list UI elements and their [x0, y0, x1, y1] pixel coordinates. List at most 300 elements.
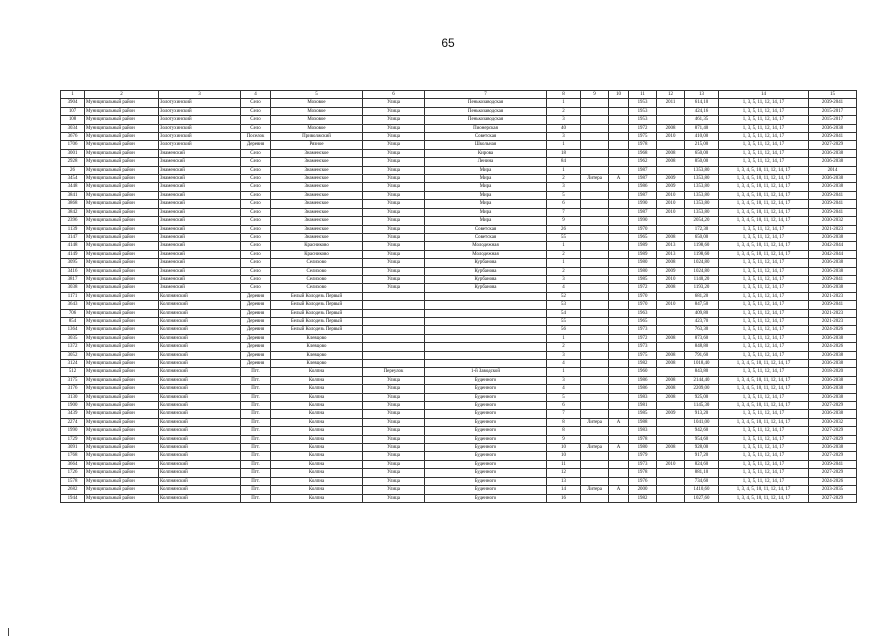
table-cell: Муниципальный район: [85, 267, 159, 275]
table-cell: Улица: [363, 275, 425, 283]
table-cell: Муниципальный район: [85, 191, 159, 199]
table-cell: Буденного: [425, 427, 547, 435]
table-cell: 614,10: [685, 99, 719, 107]
table-cell: Муниципальный район: [85, 418, 159, 426]
table-cell: [609, 107, 629, 115]
table-cell: [657, 225, 685, 233]
table-cell: 1988: [629, 418, 657, 426]
table-cell: 2009: [657, 267, 685, 275]
table-cell: [581, 317, 609, 325]
table-cell: 2011: [657, 99, 685, 107]
table-row: [61, 217, 857, 225]
table-cell: 1, 3, 5, 11, 12, 14, 17: [719, 469, 809, 477]
table-cell: Буденного: [425, 444, 547, 452]
table-cell: 9: [547, 217, 581, 225]
table-cell: 2010: [657, 200, 685, 208]
table-cell: [657, 217, 685, 225]
table-cell: Пгт.: [241, 444, 271, 452]
table-cell: Муниципальный район: [85, 166, 159, 174]
table-cell: 2010: [657, 301, 685, 309]
table-row: [61, 410, 857, 418]
table-cell: 2008: [657, 284, 685, 292]
table-cell: Знаменский: [159, 175, 241, 183]
table-cell: Деревня: [241, 141, 271, 149]
table-cell: Буденного: [425, 452, 547, 460]
table-cell: [363, 309, 425, 317]
table-cell: 2036-2038: [809, 444, 857, 452]
table-cell: Колпнянский: [159, 309, 241, 317]
table-cell: 55: [547, 233, 581, 241]
column-number: 12: [657, 91, 685, 99]
table-row: [61, 191, 857, 199]
table-row: [61, 477, 857, 485]
table-cell: Муниципальный район: [85, 494, 159, 502]
table-cell: [609, 242, 629, 250]
table-cell: Муниципальный район: [85, 309, 159, 317]
table-row: [61, 351, 857, 359]
table-cell: Колпна: [271, 494, 363, 502]
table-cell: 2036-2038: [809, 259, 857, 267]
table-cell: 9: [547, 435, 581, 443]
table-cell: 2008: [657, 124, 685, 132]
table-cell: 1976: [629, 477, 657, 485]
table-cell: 1: [547, 334, 581, 342]
table-cell: 1, 3, 5, 11, 12, 14, 17: [719, 317, 809, 325]
table-cell: Деревня: [241, 326, 271, 334]
table-cell: 1982: [629, 494, 657, 502]
table-cell: А: [609, 418, 629, 426]
table-cell: 1, 3, 5, 11, 12, 14, 17: [719, 107, 809, 115]
table-cell: [609, 250, 629, 258]
table-cell: 2015-2017: [809, 116, 857, 124]
table-cell: 2: [547, 250, 581, 258]
table-cell: [581, 351, 609, 359]
table-cell: Муниципальный район: [85, 343, 159, 351]
table-cell: 2008: [657, 334, 685, 342]
table-cell: 2027-2029: [809, 494, 857, 502]
table-cell: Колпнянский: [159, 444, 241, 452]
table-cell: Знаменский: [159, 242, 241, 250]
table-cell: 2036-2038: [809, 267, 857, 275]
table-cell: 1, 3, 4, 5, 10, 11, 12, 14, 17: [719, 242, 809, 250]
table-cell: Переулок: [363, 368, 425, 376]
table-cell: Буденного: [425, 469, 547, 477]
table-cell: 3454: [61, 175, 85, 183]
table-cell: 2036-2038: [809, 385, 857, 393]
table-row: [61, 334, 857, 342]
table-cell: 1: [547, 166, 581, 174]
table-cell: [657, 368, 685, 376]
table-cell: Село: [241, 107, 271, 115]
table-row: [61, 309, 857, 317]
table-cell: [657, 435, 685, 443]
table-cell: Буденного: [425, 376, 547, 384]
table-cell: 5: [547, 191, 581, 199]
table-cell: Литера: [581, 418, 609, 426]
table-cell: 8: [547, 427, 581, 435]
table-cell: 848,80: [685, 343, 719, 351]
table-cell: 1, 3, 5, 11, 12, 14, 17: [719, 292, 809, 300]
table-cell: Приволжский: [271, 133, 363, 141]
table-cell: 107: [61, 107, 85, 115]
table-cell: [609, 402, 629, 410]
table-cell: Клевцово: [271, 351, 363, 359]
table-cell: 3035: [61, 334, 85, 342]
table-cell: 1, 3, 4, 5, 10, 11, 12, 14, 17: [719, 166, 809, 174]
table-cell: Знаменское: [271, 166, 363, 174]
table-cell: [657, 427, 685, 435]
table-cell: 2039-2041: [809, 191, 857, 199]
table-cell: [609, 116, 629, 124]
table-cell: 1975: [629, 133, 657, 141]
table-row: [61, 385, 857, 393]
table-cell: 2027-2029: [809, 402, 857, 410]
table-cell: 2008: [657, 233, 685, 241]
table-cell: 1, 3, 5, 11, 12, 14, 17: [719, 334, 809, 342]
table-cell: 1198,60: [685, 250, 719, 258]
table-cell: 1, 3, 4, 5, 10, 11, 12, 14, 17: [719, 418, 809, 426]
table-cell: Пгт.: [241, 435, 271, 443]
table-cell: 706: [61, 309, 85, 317]
table-cell: Село: [241, 149, 271, 157]
table-cell: 2: [547, 107, 581, 115]
table-cell: 2036-2038: [809, 124, 857, 132]
table-cell: 1, 3, 5, 11, 12, 14, 17: [719, 435, 809, 443]
table-cell: Колпнянский: [159, 317, 241, 325]
table-cell: Село: [241, 166, 271, 174]
table-cell: 1990: [61, 427, 85, 435]
table-cell: Курбанова: [425, 259, 547, 267]
table-cell: [581, 107, 609, 115]
table-cell: Муниципальный район: [85, 200, 159, 208]
table-cell: [609, 494, 629, 502]
table-cell: Красниково: [271, 242, 363, 250]
table-cell: [581, 233, 609, 241]
table-cell: Улица: [363, 410, 425, 418]
table-cell: [581, 292, 609, 300]
table-cell: 1, 3, 4, 5, 10, 11, 12, 14, 17: [719, 360, 809, 368]
table-cell: 2030-2032: [809, 418, 857, 426]
table-cell: [609, 385, 629, 393]
table-cell: Деревня: [241, 309, 271, 317]
table-cell: 1, 3, 4, 5, 10, 11, 12, 14, 17: [719, 494, 809, 502]
table-cell: Село: [241, 124, 271, 132]
table-cell: Колпнянский: [159, 351, 241, 359]
table-cell: [425, 351, 547, 359]
table-cell: [657, 141, 685, 149]
table-cell: [581, 435, 609, 443]
table-cell: [581, 368, 609, 376]
table-cell: Мира: [425, 208, 547, 216]
table-cell: 10: [547, 444, 581, 452]
table-cell: 1985: [629, 275, 657, 283]
table-cell: 1, 3, 5, 11, 12, 14, 17: [719, 343, 809, 351]
table-cell: Муниципальный район: [85, 410, 159, 418]
table-cell: [657, 326, 685, 334]
table-cell: 6: [547, 200, 581, 208]
table-cell: Колпна: [271, 452, 363, 460]
table-cell: Улица: [363, 376, 425, 384]
table-cell: Село: [241, 200, 271, 208]
table-cell: 1, 3, 5, 11, 12, 14, 17: [719, 116, 809, 124]
table-cell: [581, 116, 609, 124]
table-cell: Колпна: [271, 385, 363, 393]
table-cell: [581, 217, 609, 225]
table-cell: Муниципальный район: [85, 360, 159, 368]
table-cell: [581, 124, 609, 132]
table-cell: Муниципальный район: [85, 275, 159, 283]
table-cell: [581, 469, 609, 477]
table-cell: [581, 267, 609, 275]
table-cell: Улица: [363, 133, 425, 141]
table-cell: [609, 233, 629, 241]
table-cell: Улица: [363, 225, 425, 233]
table-cell: 2: [547, 175, 581, 183]
table-cell: 4148: [61, 242, 85, 250]
table-cell: 1983: [629, 393, 657, 401]
table-cell: 18: [547, 149, 581, 157]
table-cell: 1960: [629, 368, 657, 376]
table-cell: Улица: [363, 107, 425, 115]
table-cell: Мира: [425, 200, 547, 208]
table-cell: Село: [241, 217, 271, 225]
table-cell: 1, 3, 5, 11, 12, 14, 17: [719, 149, 809, 157]
table-cell: Муниципальный район: [85, 376, 159, 384]
table-cell: Село: [241, 116, 271, 124]
table-cell: 2008: [657, 360, 685, 368]
table-cell: 2042-2044: [809, 250, 857, 258]
table-row: [61, 250, 857, 258]
table-cell: Улица: [363, 494, 425, 502]
table-cell: 1981: [629, 402, 657, 410]
table-cell: 2036-2038: [809, 284, 857, 292]
column-number: 4: [241, 91, 271, 99]
table-cell: Пгт.: [241, 410, 271, 418]
table-cell: Муниципальный район: [85, 385, 159, 393]
table-cell: 3643: [61, 301, 85, 309]
table-cell: Белый Колодезь Первый: [271, 301, 363, 309]
table-cell: 16: [547, 494, 581, 502]
table-cell: Муниципальный район: [85, 149, 159, 157]
table-cell: Золотухинский: [159, 141, 241, 149]
table-cell: 2010: [657, 191, 685, 199]
table-cell: 681,20: [685, 292, 719, 300]
table-cell: 2039-2041: [809, 460, 857, 468]
table-row: [61, 242, 857, 250]
table-cell: Пионерская: [425, 124, 547, 132]
table-cell: Знаменский: [159, 233, 241, 241]
table-cell: 1987: [629, 175, 657, 183]
table-cell: Улица: [363, 444, 425, 452]
table-cell: 3448: [61, 183, 85, 191]
table-cell: [425, 309, 547, 317]
table-cell: 2024-2026: [809, 326, 857, 334]
table-cell: [581, 250, 609, 258]
table-cell: [609, 351, 629, 359]
table-cell: 850,00: [685, 158, 719, 166]
table-cell: 3124: [61, 360, 85, 368]
table-cell: 2008: [657, 259, 685, 267]
table-row: [61, 183, 857, 191]
table-cell: Муниципальный район: [85, 225, 159, 233]
table-cell: 2033-2035: [809, 486, 857, 494]
column-number: 2: [85, 91, 159, 99]
table-cell: 1982: [629, 360, 657, 368]
table-cell: 2008: [657, 444, 685, 452]
table-cell: [609, 99, 629, 107]
table-cell: Улица: [363, 435, 425, 443]
table-row: [61, 267, 857, 275]
table-cell: Белый Колодезь Первый: [271, 326, 363, 334]
table-cell: Знаменский: [159, 259, 241, 267]
table-cell: 2054,20: [685, 217, 719, 225]
table-cell: [657, 402, 685, 410]
table-cell: Знаменский: [159, 267, 241, 275]
table-cell: 2036-2038: [809, 233, 857, 241]
table-cell: 1353,80: [685, 183, 719, 191]
table-cell: [609, 259, 629, 267]
table-cell: Село: [241, 175, 271, 183]
table-cell: Улица: [363, 175, 425, 183]
table-cell: Муниципальный район: [85, 444, 159, 452]
table-cell: 1970: [629, 301, 657, 309]
table-cell: 2144,40: [685, 376, 719, 384]
table-cell: Муниципальный район: [85, 301, 159, 309]
table-cell: 2021-2023: [809, 225, 857, 233]
table-cell: 2209,00: [685, 385, 719, 393]
table-cell: 954,60: [685, 435, 719, 443]
table-cell: 1198,60: [685, 242, 719, 250]
table-cell: Муниципальный район: [85, 402, 159, 410]
table-cell: [609, 469, 629, 477]
table-cell: [425, 334, 547, 342]
table-cell: 3904: [61, 99, 85, 107]
table-cell: Знаменский: [159, 166, 241, 174]
table-cell: 2013: [657, 242, 685, 250]
table-cell: Моховое: [271, 99, 363, 107]
table-cell: 2039-2041: [809, 99, 857, 107]
table-cell: [581, 334, 609, 342]
table-cell: 1970: [629, 225, 657, 233]
table-cell: 1, 3, 5, 11, 12, 14, 17: [719, 326, 809, 334]
table-cell: 8: [547, 418, 581, 426]
table-cell: 1-й Заводской: [425, 368, 547, 376]
table-cell: Буденного: [425, 435, 547, 443]
table-row: [61, 166, 857, 174]
table-row: [61, 469, 857, 477]
table-cell: Колпнянский: [159, 435, 241, 443]
table-cell: Муниципальный район: [85, 217, 159, 225]
table-cell: 2039-2041: [809, 133, 857, 141]
table-cell: Знаменское: [271, 149, 363, 157]
table-cell: 1, 3, 5, 11, 12, 14, 17: [719, 133, 809, 141]
table-cell: 1972: [629, 334, 657, 342]
table-cell: Знаменское: [271, 200, 363, 208]
table-cell: Пгт.: [241, 402, 271, 410]
table-cell: 1987: [629, 166, 657, 174]
table-cell: 1768: [61, 452, 85, 460]
table-cell: Муниципальный район: [85, 158, 159, 166]
table-cell: 2036-2038: [809, 393, 857, 401]
table-cell: 2036-2038: [809, 376, 857, 384]
table-cell: 3439: [61, 410, 85, 418]
table-cell: 2039-2041: [809, 275, 857, 283]
table-cell: Муниципальный район: [85, 259, 159, 267]
table-cell: Улица: [363, 385, 425, 393]
table-cell: Муниципальный район: [85, 486, 159, 494]
table-cell: Муниципальный район: [85, 477, 159, 485]
table-cell: Колпнянский: [159, 452, 241, 460]
table-cell: 1, 3, 5, 11, 12, 14, 17: [719, 444, 809, 452]
table-cell: 3868: [61, 200, 85, 208]
table-cell: 1353,80: [685, 175, 719, 183]
table-cell: 1139: [61, 225, 85, 233]
table-cell: Муниципальный район: [85, 326, 159, 334]
table-cell: 1965: [629, 233, 657, 241]
table-cell: 2036-2038: [809, 360, 857, 368]
table-cell: 3676: [61, 133, 85, 141]
table-cell: 1972: [629, 284, 657, 292]
table-cell: 1, 3, 4, 5, 10, 11, 12, 14, 17: [719, 200, 809, 208]
table-cell: 3817: [61, 275, 85, 283]
table-cell: Знаменский: [159, 149, 241, 157]
table-cell: А: [609, 444, 629, 452]
table-cell: [609, 141, 629, 149]
table-cell: Улица: [363, 259, 425, 267]
table-cell: Улица: [363, 141, 425, 149]
table-cell: 3: [547, 133, 581, 141]
table-cell: 917,20: [685, 452, 719, 460]
table-cell: 512: [61, 368, 85, 376]
table-cell: 1, 3, 4, 5, 10, 11, 12, 14, 17: [719, 183, 809, 191]
table-cell: 3: [547, 183, 581, 191]
table-cell: 854: [61, 317, 85, 325]
table-cell: [609, 435, 629, 443]
table-cell: Улица: [363, 477, 425, 485]
table-cell: 1, 3, 5, 11, 12, 14, 17: [719, 368, 809, 376]
table-cell: Улица: [363, 99, 425, 107]
table-cell: Колпна: [271, 486, 363, 494]
table-cell: [609, 166, 629, 174]
table-cell: [581, 208, 609, 216]
table-cell: Колпнянский: [159, 343, 241, 351]
table-cell: [581, 410, 609, 418]
table-row: [61, 360, 857, 368]
table-cell: [609, 275, 629, 283]
table-cell: 2036-2038: [809, 410, 857, 418]
table-row: [61, 343, 857, 351]
table-cell: Селихово: [271, 284, 363, 292]
table-cell: [609, 460, 629, 468]
table-cell: 3664: [61, 460, 85, 468]
table-cell: 26: [61, 166, 85, 174]
table-cell: 2013: [657, 250, 685, 258]
table-cell: 2000: [629, 486, 657, 494]
table-cell: [581, 360, 609, 368]
table-cell: 2010: [657, 460, 685, 468]
table-cell: Улица: [363, 149, 425, 157]
scan-mark: [8, 628, 9, 636]
table-cell: 1, 3, 5, 11, 12, 14, 17: [719, 393, 809, 401]
table-cell: [609, 410, 629, 418]
table-cell: 2036-2038: [809, 351, 857, 359]
table-cell: 1353,80: [685, 200, 719, 208]
table-cell: 3842: [61, 208, 85, 216]
table-cell: Улица: [363, 427, 425, 435]
table-cell: Улица: [363, 469, 425, 477]
table-cell: Моховое: [271, 124, 363, 132]
table-cell: 1: [547, 368, 581, 376]
